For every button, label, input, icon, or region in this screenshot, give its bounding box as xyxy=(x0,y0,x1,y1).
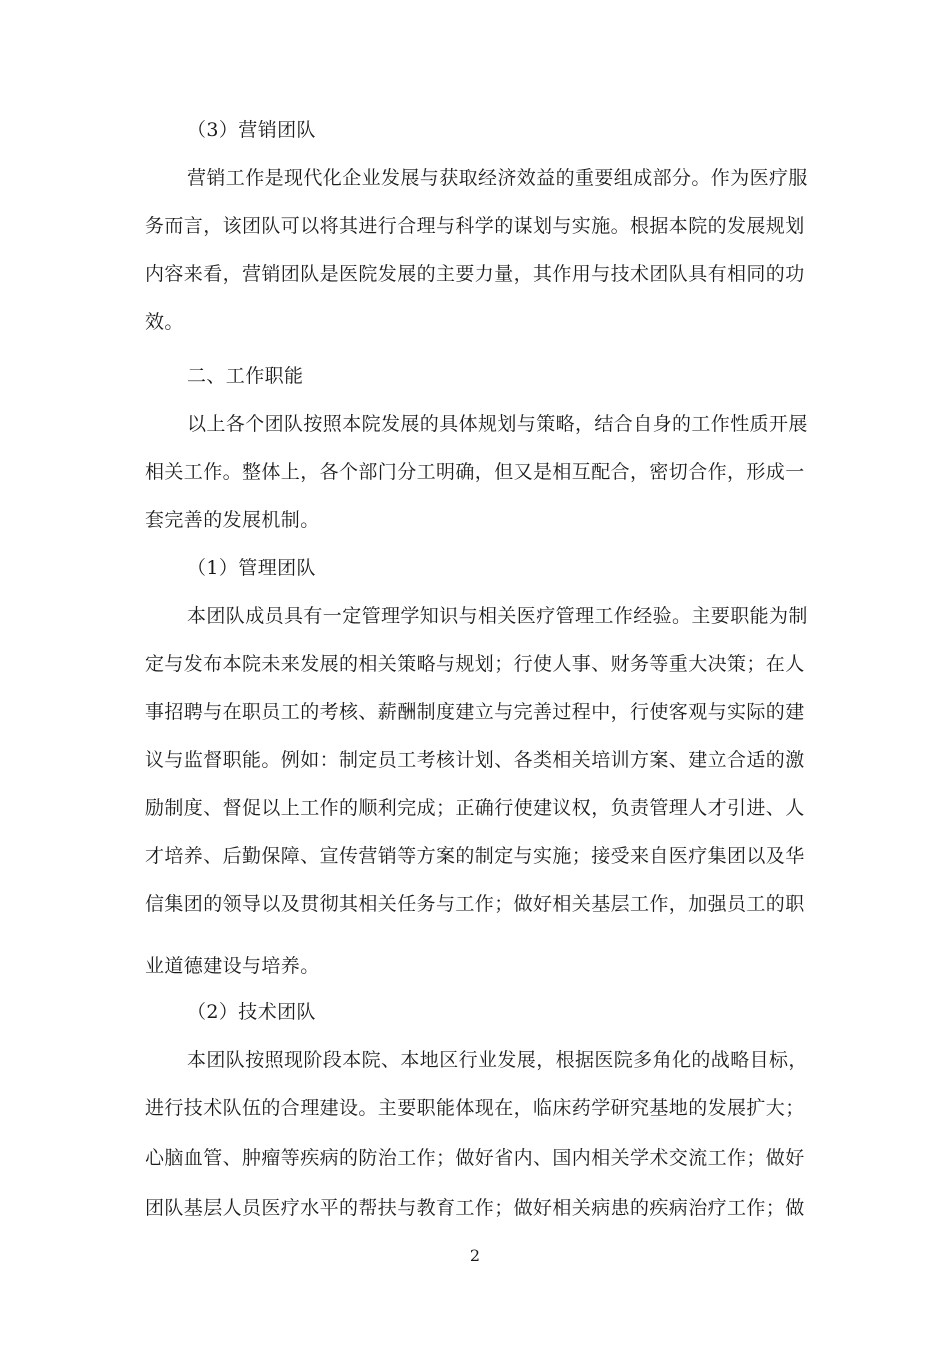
paragraph-line: 进行技术队伍的合理建设。主要职能体现在，临床药学研究基地的发展扩大； xyxy=(145,1097,805,1119)
paragraph-line: 信集团的领导以及贯彻其相关任务与工作；做好相关基层工作，加强员工的职 xyxy=(145,893,805,915)
subheading-technical-team: （2）技术团队 xyxy=(187,1001,316,1023)
paragraph-line: 本团队成员具有一定管理学知识与相关医疗管理工作经验。主要职能为制 xyxy=(187,605,808,627)
section-heading-work-functions: 二、工作职能 xyxy=(187,365,304,387)
paragraph-line: 励制度、督促以上工作的顺利完成；正确行使建议权，负责管理人才引进、人 xyxy=(145,797,805,819)
paragraph-line: 心脑血管、肿瘤等疾病的防治工作；做好省内、国内相关学术交流工作；做好 xyxy=(145,1147,805,1169)
page-number: 2 xyxy=(469,1246,481,1265)
paragraph-line: 定与发布本院未来发展的相关策略与规划；行使人事、财务等重大决策；在人 xyxy=(145,653,805,675)
paragraph-line: 务而言，该团队可以将其进行合理与科学的谋划与实施。根据本院的发展规划 xyxy=(145,215,805,237)
paragraph-line: 以上各个团队按照本院发展的具体规划与策略，结合自身的工作性质开展 xyxy=(187,413,808,435)
paragraph-line: 营销工作是现代化企业发展与获取经济效益的重要组成部分。作为医疗服 xyxy=(187,167,808,189)
paragraph-line: 业道德建设与培养。 xyxy=(145,955,320,977)
paragraph-line: 才培养、后勤保障、宣传营销等方案的制定与实施；接受来自医疗集团以及华 xyxy=(145,845,805,867)
paragraph-line: 套完善的发展机制。 xyxy=(145,509,320,531)
paragraph-line: 团队基层人员医疗水平的帮扶与教育工作；做好相关病患的疾病治疗工作；做 xyxy=(145,1197,805,1219)
subheading-marketing-team: （3）营销团队 xyxy=(187,119,316,141)
paragraph-line: 内容来看，营销团队是医院发展的主要力量，其作用与技术团队具有相同的功 xyxy=(145,263,805,285)
paragraph-line: 本团队按照现阶段本院、本地区行业发展，根据医院多角化的战略目标， xyxy=(187,1049,808,1071)
paragraph-line: 议与监督职能。例如：制定员工考核计划、各类相关培训方案、建立合适的激 xyxy=(145,749,805,771)
subheading-management-team: （1）管理团队 xyxy=(187,557,316,579)
paragraph-line: 事招聘与在职员工的考核、薪酬制度建立与完善过程中，行使客观与实际的建 xyxy=(145,701,805,723)
paragraph-line: 效。 xyxy=(145,311,184,333)
paragraph-line: 相关工作。整体上，各个部门分工明确，但又是相互配合，密切合作，形成一 xyxy=(145,461,805,483)
